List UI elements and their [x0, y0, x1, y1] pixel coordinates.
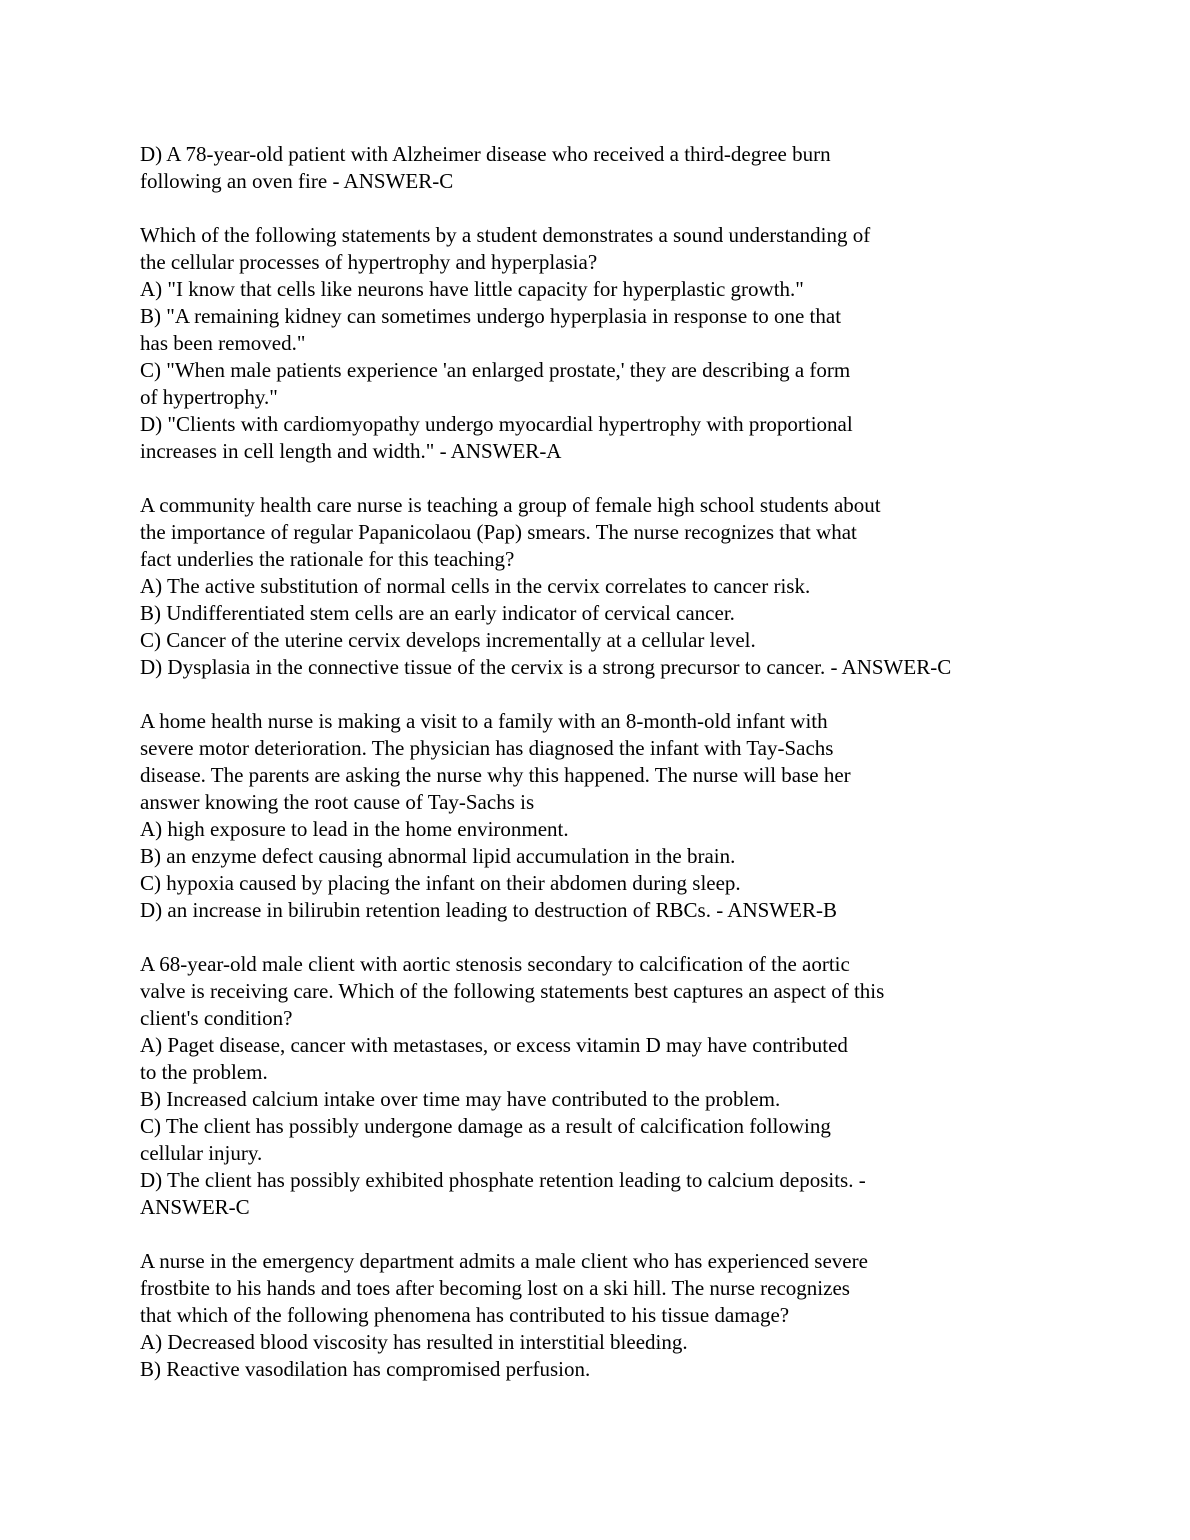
answer-option-line: B) Reactive vasodilation has compromised perfusion. — [140, 1357, 591, 1381]
answer-option-line: D) "Clients with cardiomyopathy undergo myocardial hypertrophy with proportional — [140, 412, 853, 436]
text-line: D) A 78-year-old patient with Alzheimer disease who received a third-degree burn — [140, 142, 831, 166]
answer-option-line: A) Paget disease, cancer with metastases, or excess vitamin D may have contributed — [140, 1033, 848, 1057]
document-body — [140, 141, 1140, 1383]
question-stem-line: the importance of regular Papanicolaou (Pap) smears. The nurse recognizes that what — [140, 520, 857, 544]
paragraph-gap — [140, 465, 1140, 492]
question-stem-line: severe motor deterioration. The physician has diagnosed the infant with Tay-Sachs — [140, 736, 834, 760]
question-stem-line: the cellular processes of hypertrophy and hyperplasia? — [140, 250, 598, 274]
question-stem-line: A nurse in the emergency department admits a male client who has experienced severe — [140, 1249, 868, 1273]
answer-option-line: B) Increased calcium intake over time may have contributed to the problem. — [140, 1087, 781, 1111]
answer-option-line: C) Cancer of the uterine cervix develops incrementally at a cellular level. — [140, 628, 756, 652]
answer-option-line: A) Decreased blood viscosity has resulted in interstitial bleeding. — [140, 1330, 688, 1354]
answer-option-line: C) "When male patients experience 'an enlarged prostate,' they are describing a form — [140, 358, 851, 382]
answer-option-line: D) The client has possibly exhibited phosphate retention leading to calcium deposits. - — [140, 1168, 866, 1192]
text-line: following an oven fire - ANSWER-C — [140, 169, 454, 193]
answer-option-line: has been removed." — [140, 331, 306, 355]
answer-option-line: ANSWER-C — [140, 1195, 250, 1219]
question-stem-line: A home health nurse is making a visit to a family with an 8-month-old infant with — [140, 709, 828, 733]
question-stem-line: A 68-year-old male client with aortic stenosis secondary to calcification of the aortic — [140, 952, 850, 976]
question-stem-line: that which of the following phenomena has contributed to his tissue damage? — [140, 1303, 790, 1327]
answer-option-line: B) an enzyme defect causing abnormal lipid accumulation in the brain. — [140, 844, 736, 868]
paragraph-gap — [140, 1221, 1140, 1248]
answer-option-line: B) "A remaining kidney can sometimes undergo hyperplasia in response to one that — [140, 304, 842, 328]
answer-option-line: D) Dysplasia in the connective tissue of the cervix is a strong precursor to cancer. - ANSWER-C — [140, 655, 952, 679]
question-block — [140, 492, 1140, 681]
answer-option-line: to the problem. — [140, 1060, 268, 1084]
question-stem-line: valve is receiving care. Which of the following statements best captures an aspect of this — [140, 979, 885, 1003]
answer-option-line: increases in cell length and width." - ANSWER-A — [140, 439, 562, 463]
answer-option-line: B) Undifferentiated stem cells are an early indicator of cervical cancer. — [140, 601, 735, 625]
answer-option-line: C) hypoxia caused by placing the infant on their abdomen during sleep. — [140, 871, 741, 895]
paragraph-gap — [140, 924, 1140, 951]
question-stem-line: frostbite to his hands and toes after becoming lost on a ski hill. The nurse recognizes — [140, 1276, 850, 1300]
question-block — [140, 708, 1140, 924]
question-stem-line: Which of the following statements by a student demonstrates a sound understanding of — [140, 223, 871, 247]
paragraph-gap — [140, 681, 1140, 708]
answer-option-line: A) high exposure to lead in the home environment. — [140, 817, 569, 841]
question-stem-line: disease. The parents are asking the nurse why this happened. The nurse will base her — [140, 763, 851, 787]
question-stem-line: client's condition? — [140, 1006, 293, 1030]
question-block — [140, 141, 1140, 195]
paragraph-gap — [140, 195, 1140, 222]
question-stem-line: A community health care nurse is teaching a group of female high school students about — [140, 493, 881, 517]
question-stem-line: fact underlies the rationale for this teaching? — [140, 547, 515, 571]
answer-option-line: C) The client has possibly undergone damage as a result of calcification following — [140, 1114, 831, 1138]
answer-option-line: of hypertrophy." — [140, 385, 278, 409]
question-block — [140, 222, 1140, 465]
answer-option-line: A) "I know that cells like neurons have little capacity for hyperplastic growth." — [140, 277, 804, 301]
question-stem-line: answer knowing the root cause of Tay-Sachs is — [140, 790, 535, 814]
question-block — [140, 1248, 1140, 1383]
answer-option-line: D) an increase in bilirubin retention leading to destruction of RBCs. - ANSWER-B — [140, 898, 837, 922]
answer-option-line: cellular injury. — [140, 1141, 263, 1165]
question-block — [140, 951, 1140, 1221]
answer-option-line: A) The active substitution of normal cells in the cervix correlates to cancer risk. — [140, 574, 811, 598]
